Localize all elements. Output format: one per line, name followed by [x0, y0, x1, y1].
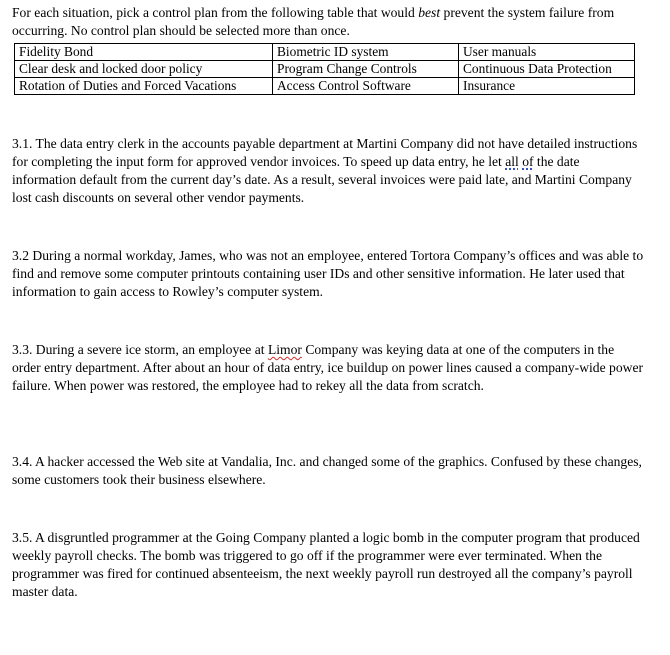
table-cell: Fidelity Bond [15, 44, 273, 61]
question-3-1 [12, 135, 644, 207]
spelling-flagged-word: Limor [267, 342, 302, 357]
table-row [15, 61, 635, 78]
instructions-emphasis: best [418, 5, 441, 20]
question-3-5: 3.5. A disgruntled programmer at the Going Company planted a logic bomb in the computer program that produced weekly payroll checks. The bomb was triggered to go off if the programmer were ever terminated. When the programmer was fired for continued absenteeism, the next weekly payroll run destroyed all the company’s payroll master data. [12, 530, 640, 599]
table-cell: Program Change Controls [273, 61, 459, 78]
question-3-3-text-part2: Company was keying data at one of the computers in the order entry department. After about an hour of data entry, ice buildup on power lines caused a company-wide power failure. When power was restored, the employee had to rekey all the data from scratch. [12, 342, 644, 393]
question-3-1-text-part1: 3.1. The data entry clerk in the accounts payable department at Martini Company did not have detailed instructions for completing the input form for approved vendor invoices. To speed up data entry, he let [12, 136, 638, 169]
table-cell: Rotation of Duties and Forced Vacations [15, 78, 273, 95]
table-cell: Access Control Software [273, 78, 459, 95]
question-3-3-text-part1: 3.3. During a severe ice storm, an employee at [12, 342, 268, 357]
table-cell: User manuals [459, 44, 635, 61]
question-3-3 [12, 341, 644, 395]
grammar-flagged-word: of [522, 154, 534, 169]
document-page [12, 4, 658, 599]
question-3-1-text-part2: the date information default from the current day’s date. As a result, several invoices were paid late, and Martini Company lost cash discounts on several other vendor payments. [12, 154, 632, 205]
table-cell: Insurance [459, 78, 635, 95]
table-cell: Biometric ID system [273, 44, 459, 61]
instructions-text-part2: prevent the system failure from occurring. No control plan should be selected more than once. [12, 5, 615, 38]
table-cell: Clear desk and locked door policy [15, 61, 273, 78]
control-plans-table [14, 43, 635, 95]
table-row [15, 78, 635, 95]
question-3-2: 3.2 During a normal workday, James, who was not an employee, entered Tortora Company’s offices and was able to find and remove some computer printouts containing user IDs and other sensitive information. He later used that information to gain access to Rowley’s computer system. [12, 248, 644, 299]
instructions-paragraph [12, 4, 637, 40]
question-3-4: 3.4. A hacker accessed the Web site at Vandalia, Inc. and changed some of the graphics. Confused by these changes, some customers took their business elsewhere. [12, 454, 642, 487]
instructions-text-part1: For each situation, pick a control plan from the following table that would [12, 5, 419, 20]
table-cell: Continuous Data Protection [459, 61, 635, 78]
table-row [15, 44, 635, 61]
grammar-flagged-word: all [505, 154, 519, 169]
